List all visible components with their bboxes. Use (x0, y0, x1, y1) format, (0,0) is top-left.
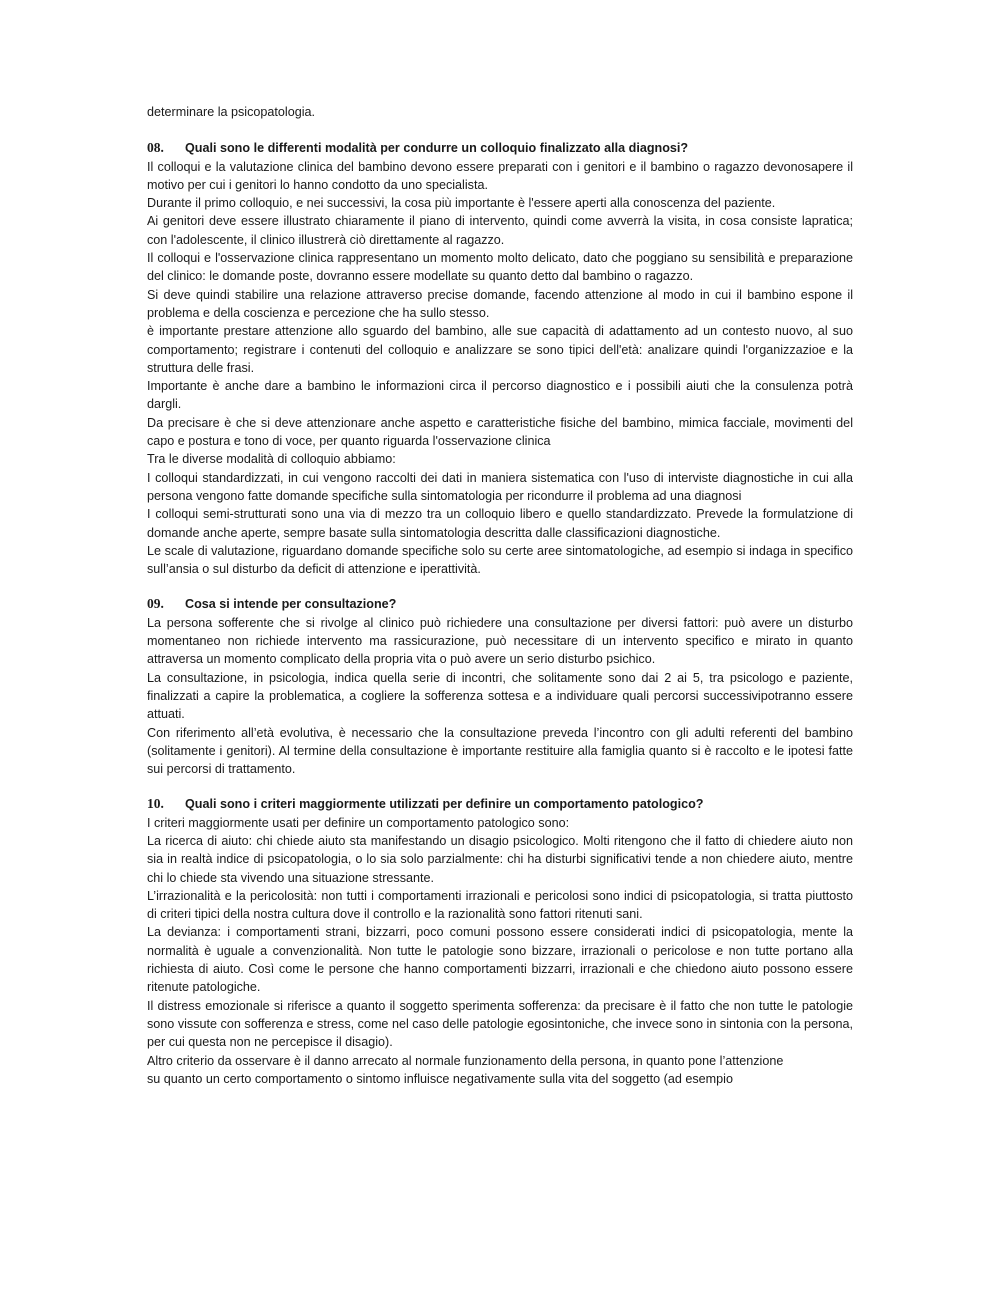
intro-text: determinare la psicopatologia. (147, 105, 316, 119)
paragraph: Il distress emozionale si riferisce a quanto il soggetto sperimenta sofferenza: da precisare è il fatto che non tutte le patologie sono vissute con sofferenza e stress, come nel caso delle patologie egosintoniche, che invece sono in sintonia con la persona, per cui questa non ne percepisce il disagio). (147, 998, 853, 1050)
question-heading (147, 139, 853, 157)
question-number: 10. (147, 796, 164, 812)
paragraph: I colloqui semi-strutturati sono una via di mezzo tra un colloquio libero e quello standardizzato. Prevede la formulatzione di domande anche aperte, sempre basate sulla sintomatologia descritta dalle classificazioni diagnostiche. (147, 507, 853, 540)
paragraph: La persona sofferente che si rivolge al clinico può richiedere una consultazione per diversi fattori: può avere un disturbo momentaneo non richiede intervento ma rassicurazione, può necessitare di un intervento specifico e mirato in quanto attraversa un momento complicato della propria vita o può avere un serio disturbo psichico. (147, 615, 853, 667)
paragraph: La ricerca di aiuto: chi chiede aiuto sta manifestando un disagio psicologico. Molti ritengono che il fatto di chiedere aiuto non sia in realtà indice di psicopatologia, o lo sia solo parzialmente: chi ha disturbi significativi tende a non chiedere aiuto, mentre chi lo chiede sta vivendo una situazione stressante. (147, 833, 853, 885)
paragraph: I criteri maggiormente usati per definire un comportamento patologico sono: (147, 815, 570, 830)
paragraph: La consultazione, in psicologia, indica quella serie di incontri, che solitamente sono dai 2 ai 5, tra psicologo e paziente, finalizzati a capire la problematica, a cogliere la sofferenza sottesa e a individuare quali percorsi successivipotranno essere attuati. (147, 670, 853, 722)
question-number: 09. (147, 596, 164, 612)
paragraph: L’irrazionalità e la pericolosità: non tutti i comportamenti irrazionali e pericolosi sono indici di psicopatologia, si tratta piuttosto di criteri tipici della nostra cultura dove il controllo e la razionalità sono fattori ritenuti sani. (147, 888, 853, 922)
question-08 (147, 139, 853, 578)
question-title: Cosa si intende per consultazione? (185, 597, 397, 612)
paragraph: Si deve quindi stabilire una relazione attraverso precise domande, facendo attenzione al modo in cui il bambino espone il problema e della coscienza e percezione che ha sullo stesso. (147, 287, 853, 320)
paragraph: Le scale di valutazione, riguardano domande specifiche solo su certe aree sintomatologiche, ad esempio si indaga in specifico sull’ansia o sul disturbo da deficit di attenzione e iperattività. (147, 543, 853, 577)
question-title: Quali sono i criteri maggiormente utilizzati per definire un comportamento patologico? (185, 797, 704, 812)
paragraph: Con riferimento all’età evolutiva, è necessario che la consultazione preveda l’incontro con gli adulti referenti del bambino (solitamente i genitori). Al termine della consultazione è importante restituire alla famiglia quanto si è raccolto e le ipotesi fatte sui percorsi di trattamento. (147, 725, 853, 777)
page-content (147, 103, 853, 1088)
paragraph: Da precisare è che si deve attenzionare anche aspetto e caratteristiche fisiche del bambino, mimica facciale, movimenti del capo e postura e tono di voce, per quanto riguarda l'osservazione clinica (147, 415, 853, 449)
question-09 (147, 595, 853, 778)
paragraph: Ai genitori deve essere illustrato chiaramente il piano di intervento, quindi come avverrà la visita, in cosa consiste lapratica; con l'adolescente, il clinico illustrerà ciò direttamente al ragazzo. (147, 214, 853, 247)
paragraph: su quanto un certo comportamento o sintomo influisce negativamente sulla vita del soggetto (ad esempio (147, 1071, 733, 1086)
paragraph: Il colloqui e l'osservazione clinica rappresentano un momento molto delicato, dato che poggiano su sensibilità e preparazione del clinico: le domande poste, dovranno essere modellate su quanto detto dal bambino o ragazzo. (147, 251, 853, 284)
paragraph: I colloqui standardizzati, in cui vengono raccolti dei dati in maniera sistematica con l'uso di interviste diagnostiche in cui alla persona vengono fatte domande specifiche sulla sintomatologia per ricondurre il problema ad una diagnosi (147, 470, 853, 503)
question-title: Quali sono le differenti modalità per condurre un colloquio finalizzato alla diagnosi? (185, 141, 689, 156)
question-heading (147, 795, 853, 813)
paragraph: Il colloqui e la valutazione clinica del bambino devono essere preparati con i genitori e il bambino o ragazzo devonosapere il motivo per cui i genitori lo hanno condotto da uno specialista. (147, 159, 853, 192)
question-number: 08. (147, 140, 164, 156)
paragraph: Altro criterio da osservare è il danno arrecato al normale funzionamento della persona, in quanto pone l’attenzione (147, 1053, 784, 1068)
paragraph: è importante prestare attenzione allo sguardo del bambino, alle sue capacità di adattamento ad un contesto nuovo, al suo comportamento; registrare i contenuti del colloquio e analizzare se sono tipici dell'età: analizare quindi l'organizzazioe e la struttura delle frasi. (147, 324, 853, 375)
paragraph: La devianza: i comportamenti strani, bizzarri, poco comuni possono essere considerati indici di psicopatologia, mente la normalità è uguale a convenzionalità. Non tutte le patologie sono bizzare, irrazionali o pericolose e non tutte portano alla richiesta di aiuto. Così come le persone che hanno comportamenti bizzarri, irrazionali e che chiedono aiuto possono essere ritenute patologiche. (147, 925, 853, 995)
question-heading (147, 595, 853, 613)
paragraph: Tra le diverse modalità di colloquio abbiamo: (147, 452, 396, 467)
paragraph: Durante il primo colloquio, e nei successivi, la cosa più importante è l'essere aperti alla conoscenza del paziente. (147, 196, 776, 211)
paragraph: Importante è anche dare a bambino le informazioni circa il percorso diagnostico e i possibili aiuti che la consulenza potrà dargli. (147, 379, 853, 412)
question-10 (147, 795, 853, 1088)
